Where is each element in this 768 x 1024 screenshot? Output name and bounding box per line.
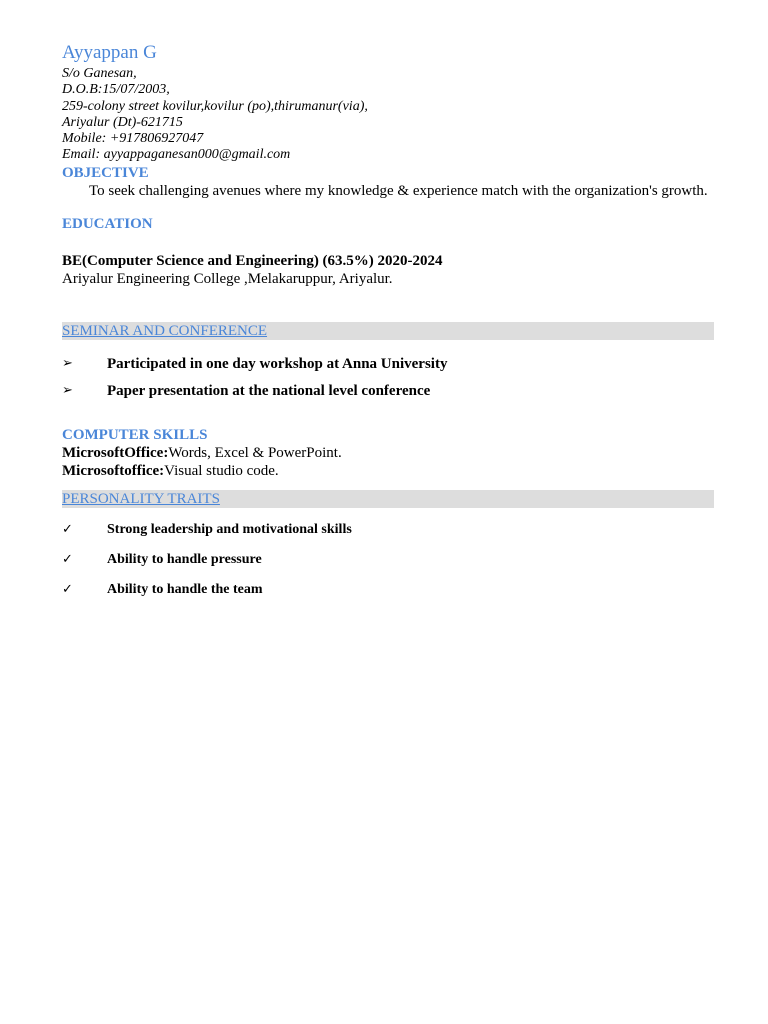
seminar-heading-bar <box>62 322 714 340</box>
trait-item: Ability to handle the team <box>107 581 263 597</box>
skill-row <box>62 462 714 480</box>
skill-value: Visual studio code. <box>164 462 279 479</box>
objective-text: To seek challenging avenues where my knowledge & experience match with the organization's growth. <box>89 182 708 199</box>
personality-heading-bar <box>62 490 714 508</box>
list-item <box>62 355 714 382</box>
arrow-bullet-icon: ➢ <box>62 355 73 371</box>
address-line-district: Ariyalur (Dt)-621715 <box>62 114 183 130</box>
seminar-item: Participated in one day workshop at Anna University <box>107 355 448 372</box>
skill-label: MicrosoftOffice: <box>62 444 169 461</box>
list-item <box>62 522 714 552</box>
degree-line: BE(Computer Science and Engineering) (63.5%) 2020-2024 <box>62 252 443 269</box>
seminar-item: Paper presentation at the national level conference <box>107 382 431 399</box>
list-item <box>62 382 714 409</box>
objective-heading: OBJECTIVE <box>62 164 149 181</box>
resume-page <box>62 40 714 612</box>
seminar-heading: SEMINAR AND CONFERENCE <box>62 322 268 339</box>
skill-row <box>62 444 714 462</box>
address-line-street: 259-colony street kovilur,kovilur (po),thirumanur(via), <box>62 98 368 114</box>
email-address: Email: ayyappaganesan000@gmail.com <box>62 147 291 163</box>
mobile-number: Mobile: +917806927047 <box>62 131 204 147</box>
candidate-name: Ayyappan G <box>62 42 157 63</box>
address-line-dob: D.O.B:15/07/2003, <box>62 82 170 98</box>
trait-item: Strong leadership and motivational skills <box>107 521 352 537</box>
education-heading: EDUCATION <box>62 215 153 232</box>
college-line: Ariyalur Engineering College ,Melakaruppur, Ariyalur. <box>62 270 393 287</box>
check-icon: ✓ <box>62 581 73 597</box>
skill-label: Microsoftoffice: <box>62 462 165 479</box>
check-icon: ✓ <box>62 521 73 537</box>
trait-item: Ability to handle pressure <box>107 551 262 567</box>
personality-heading: PERSONALITY TRAITS <box>62 490 220 507</box>
address-line-guardian: S/o Ganesan, <box>62 66 137 81</box>
list-item <box>62 582 714 612</box>
check-icon: ✓ <box>62 551 73 567</box>
arrow-bullet-icon: ➢ <box>62 382 73 398</box>
skill-value: Words, Excel & PowerPoint. <box>168 444 342 461</box>
list-item <box>62 552 714 582</box>
computer-skills-heading: COMPUTER SKILLS <box>62 426 208 443</box>
